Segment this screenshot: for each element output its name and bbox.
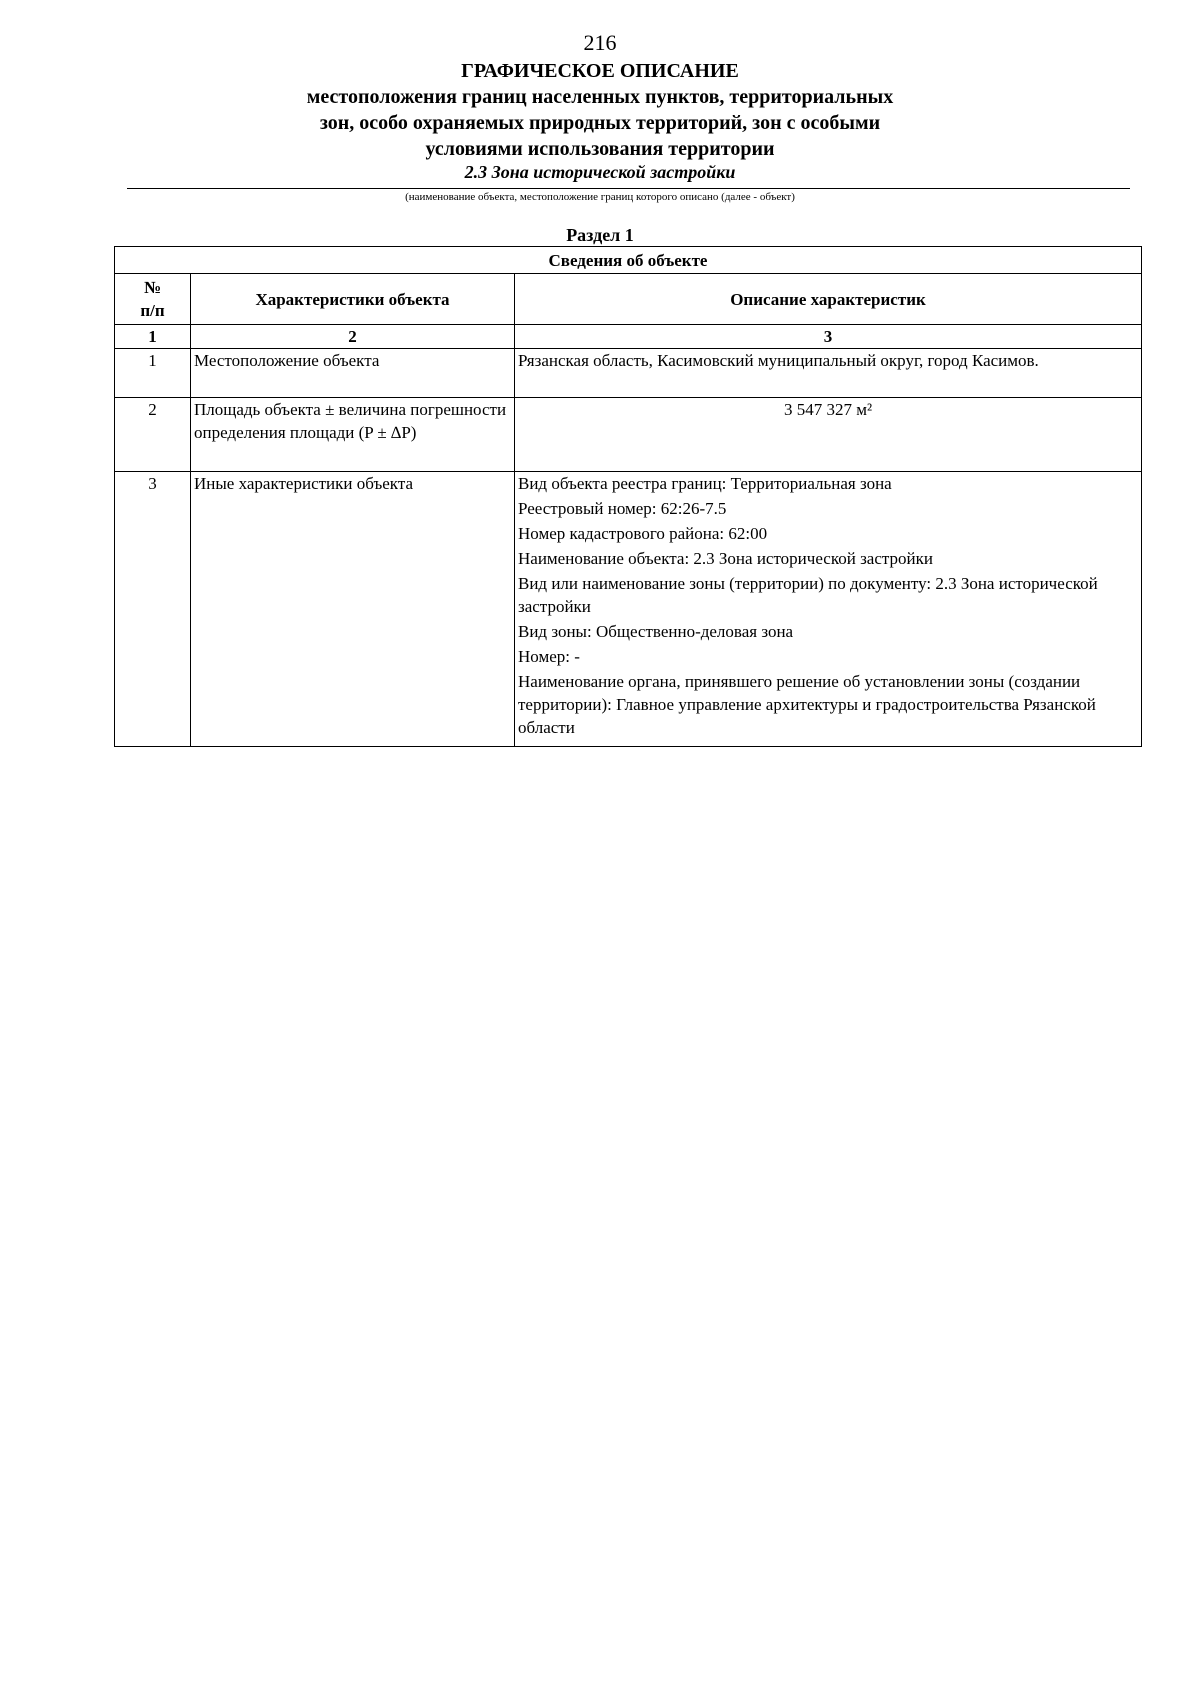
- row-characteristic: Площадь объекта ± величина погрешности определения площади (P ± ∆P): [191, 398, 515, 472]
- description-line: Номер: -: [518, 647, 580, 666]
- table-row: [115, 398, 1142, 472]
- table-row: [115, 349, 1142, 398]
- row-description: [515, 349, 1142, 398]
- row-characteristic: Местоположение объекта: [191, 349, 515, 398]
- title-line: условиями использования территории: [425, 138, 775, 160]
- description-line: Номер кадастрового района: 62:00: [518, 524, 768, 543]
- page-number: 216: [583, 30, 617, 55]
- object-name: 2.3 Зона исторической застройки: [464, 162, 736, 182]
- column-index: 1: [115, 325, 191, 349]
- description-line: Наименование органа, принявшего решение об установлении зоны (создании территории): Главное управление архитектуры и градостроительства Рязанской области: [518, 672, 1096, 737]
- column-header-number: [115, 274, 191, 325]
- column-index: 3: [515, 325, 1142, 349]
- row-description: [515, 472, 1142, 747]
- description-line: Вид объекта реестра границ: Территориальная зона: [518, 474, 892, 493]
- description-line: Вид зоны: Общественно-деловая зона: [518, 622, 794, 641]
- area-value: 3 547 327 м²: [783, 400, 873, 419]
- row-number: 1: [115, 349, 191, 398]
- description-line: Рязанская область, Касимовский муниципальный округ, город Касимов.: [518, 351, 1039, 370]
- section-title: Раздел 1: [566, 225, 634, 245]
- object-name-underline: [127, 188, 1130, 189]
- title-line: ГРАФИЧЕСКОЕ ОПИСАНИЕ: [461, 60, 739, 82]
- object-info-table: [114, 246, 1142, 747]
- description-line: Вид или наименование зоны (территории) по документу: 2.3 Зона исторической застройки: [518, 574, 1098, 616]
- row-number: 2: [115, 398, 191, 472]
- column-index: 2: [191, 325, 515, 349]
- document-title: [0, 58, 1200, 162]
- row-description: [515, 398, 1142, 472]
- object-name-caption: (наименование объекта, местоположение границ которого описано (далее - объект): [405, 191, 795, 203]
- description-line: Наименование объекта: 2.3 Зона исторической застройки: [518, 549, 933, 568]
- title-line: местоположения границ населенных пунктов, территориальных: [306, 86, 894, 108]
- description-line: Реестровый номер: 62:26-7.5: [518, 499, 727, 518]
- table-caption: Сведения об объекте: [115, 247, 1142, 274]
- table-row: [115, 472, 1142, 747]
- row-number: 3: [115, 472, 191, 747]
- row-characteristic: Иные характеристики объекта: [191, 472, 515, 747]
- title-line: зон, особо охраняемых природных территорий, зон с особыми: [319, 112, 881, 134]
- column-header-characteristic: Характеристики объекта: [191, 274, 515, 325]
- column-header-description: Описание характеристик: [515, 274, 1142, 325]
- column-header-number-text: № п/п: [140, 278, 165, 320]
